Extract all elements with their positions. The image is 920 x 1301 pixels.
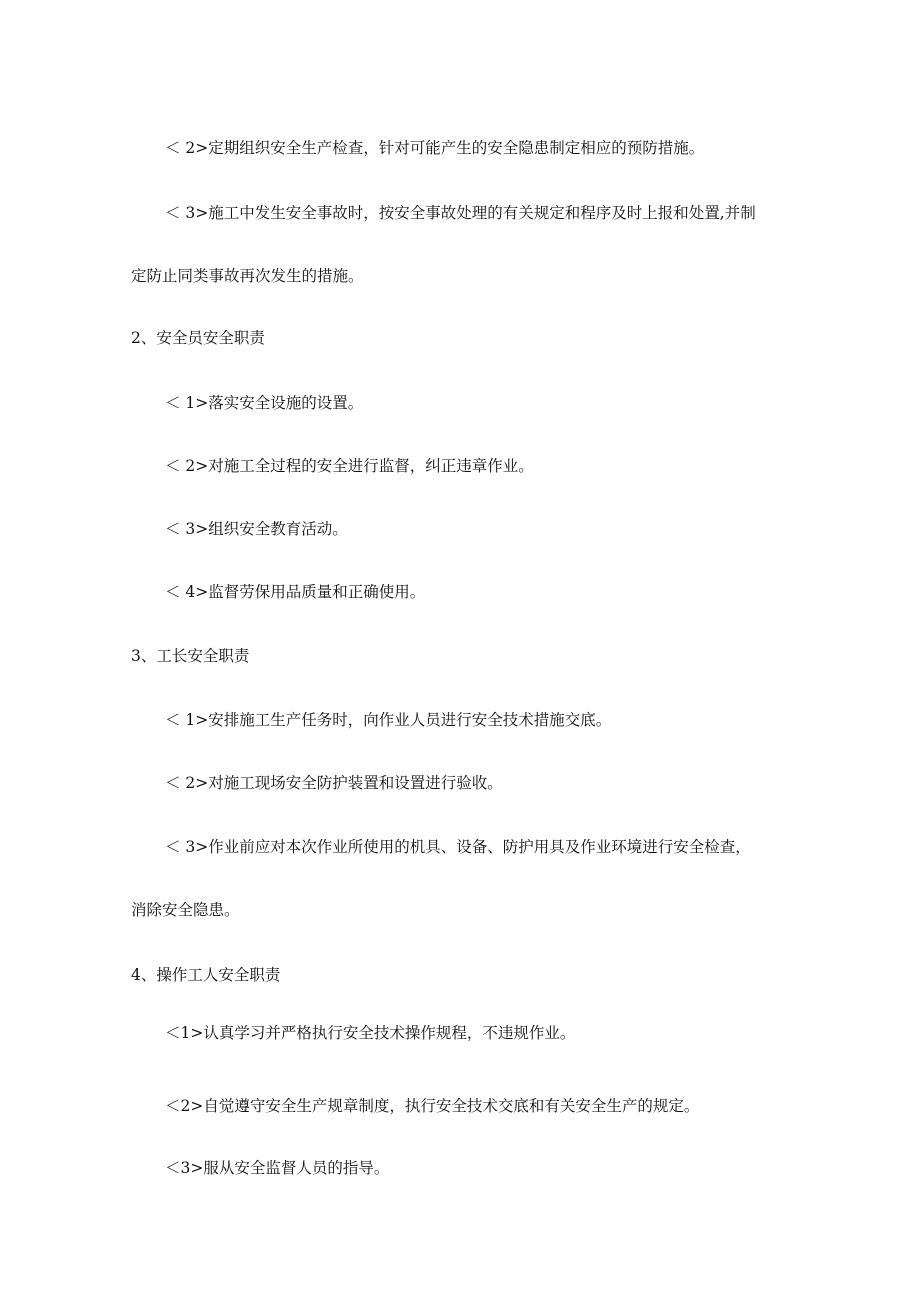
list-item-continued: 消除安全隐患。 bbox=[131, 901, 240, 919]
section-heading-4: 4、操作工人安全职责 bbox=[131, 966, 281, 984]
list-item: ＜1>认真学习并严格执行安全技术操作规程，不违规作业。 bbox=[165, 1024, 576, 1042]
list-item: ＜2>自觉遵守安全生产规章制度，执行安全技术交底和有关安全生产的规定。 bbox=[165, 1097, 700, 1115]
list-item: ＜3>服从安全监督人员的指导。 bbox=[165, 1159, 390, 1177]
list-item: ＜ 3>作业前应对本次作业所使用的机具、设备、防护用具及作业环境进行安全检查， bbox=[165, 838, 751, 856]
paragraph-line-1: ＜ 2>定期组织安全生产检查，针对可能产生的安全隐患制定相应的预防措施。 bbox=[165, 139, 705, 157]
paragraph-line-2: ＜ 3>施工中发生安全事故时，按安全事故处理的有关规定和程序及时上报和处置,并制 bbox=[165, 204, 756, 222]
section-heading-3: 3、工长安全职责 bbox=[131, 647, 250, 665]
list-item: ＜ 3>组织安全教育活动。 bbox=[165, 520, 348, 538]
list-item: ＜ 1>落实安全设施的设置。 bbox=[165, 394, 364, 412]
paragraph-line-2-continued: 定防止同类事故再次发生的措施。 bbox=[131, 267, 364, 285]
list-item: ＜ 2>对施工现场安全防护装置和设置进行验收。 bbox=[165, 774, 503, 792]
list-item: ＜ 1>安排施工生产任务时，向作业人员进行安全技术措施交底。 bbox=[165, 711, 612, 729]
list-item: ＜ 2>对施工全过程的安全进行监督，纠正违章作业。 bbox=[165, 457, 534, 475]
section-heading-2: 2、安全员安全职责 bbox=[131, 329, 265, 347]
list-item: ＜ 4>监督劳保用品质量和正确使用。 bbox=[165, 583, 426, 601]
